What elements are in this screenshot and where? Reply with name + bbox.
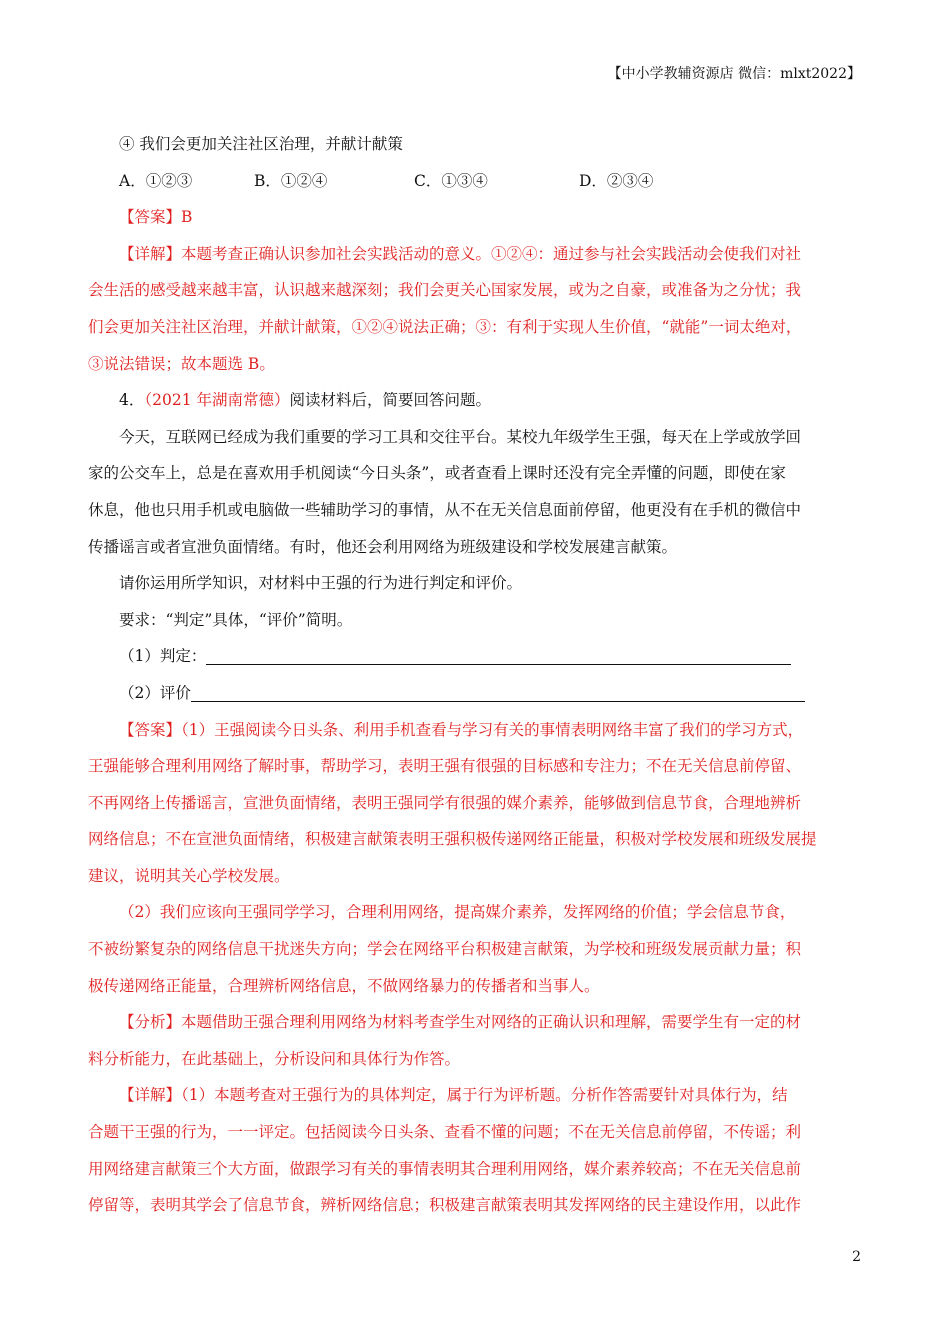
q3-answer [88, 199, 863, 236]
q3-detail-line: ③说法错误；故本题选 B。 [88, 354, 275, 373]
q4-material-line: 家的公交车上，总是在喜欢用手机阅读“今日头条”，或者查看上课时还没有完全弄懂的问题，即使在家 [88, 464, 786, 483]
q4-answer-line: 极传递网络正能量，合理辨析网络信息，不做网络暴力的传播者和当事人。 [88, 976, 600, 995]
q3-options [88, 163, 863, 200]
q4-answer-line: 王强能够合理利用网络了解时事，帮助学习，表明王强有很强的目标感和专注力；不在无关信息前停留、 [88, 757, 802, 776]
q4-detail-line: 用网络建言献策三个大方面，做跟学习有关的事情表明其合理利用网络，媒介素养较高；不在无关信息前 [88, 1159, 802, 1178]
q4-detail-line: 【详解】（1）本题考查对王强行为的具体判定，属于行为评析题。分析作答需要针对具体行为，结 [119, 1086, 788, 1105]
page-number: 2 [852, 1249, 861, 1265]
page-header: 【中小学教辅资源店 微信：mlxt2022】 [607, 66, 861, 82]
q4-detail-line: 合题干王强的行为，一一评定。包括阅读今日头条、查看不懂的问题；不在无关信息前停留，不传谣；利 [88, 1123, 802, 1142]
q4-material-line: 今天，互联网已经成为我们重要的学习工具和交往平台。某校九年级学生王强，每天在上学或放学回 [119, 427, 802, 446]
q4-answer-line: 网络信息；不在宣泄负面情绪，积极建言献策表明王强积极传递网络正能量，积极对学校发展和班级发展提 [88, 830, 817, 849]
option-c: C．①③④ [414, 171, 488, 190]
q4-answer-line: 不被纷繁复杂的网络信息干扰迷失方向；学会在网络平台积极建言献策，为学校和班级发展贡献力量；积 [88, 940, 802, 959]
q3-detail-line: 【详解】本题考查正确认识参加社会实践活动的意义。①②④：通过参与社会实践活动会使我们对社 [119, 244, 802, 263]
answer-value: B [181, 208, 193, 227]
q4-heading [88, 382, 863, 419]
q4-blank2 [88, 675, 863, 712]
option-d: D．②③④ [579, 171, 654, 190]
option-b: B．①②④ [254, 171, 328, 190]
q3-detail-line: 会生活的感受越来越丰富，认识越来越深刻；我们会更关心国家发展，或为之自豪，或准备为之分忧；我 [88, 281, 802, 300]
q4-analysis-line: 【分析】本题借助王强合理利用网络为材料考查学生对网络的正确认识和理解，需要学生有一定的材 [119, 1013, 802, 1032]
q4-answer-line: 【答案】（1）王强阅读今日头条、利用手机查看与学习有关的事情表明网络丰富了我们的学习方式， [119, 720, 804, 739]
q4-number: 4． [119, 391, 145, 410]
blank1-label: （1）判定： [119, 647, 207, 666]
option-a: A．①②③ [119, 171, 193, 190]
q4-answer-line: （2）我们应该向王强同学学习，合理利用网络，提高媒介素养，发挥网络的价值；学会信息节食， [119, 903, 796, 922]
q4-blank1 [88, 638, 863, 675]
blank2-line [191, 679, 805, 702]
blank2-label: （2）评价 [119, 683, 191, 702]
q4-requirement: 要求：“判定”具体，“评价”简明。 [119, 610, 353, 629]
q4-answer-line: 不再网络上传播谣言，宣泄负面情绪，表明王强同学有很强的媒介素养，能够做到信息节食，合理地辨析 [88, 793, 802, 812]
q4-material-line: 休息，他也只用手机或电脑做一些辅助学习的事情，从不在无关信息面前停留，他更没有在手机的微信中 [88, 500, 802, 519]
q3-option-item4: ④ 我们会更加关注社区治理，并献计献策 [119, 135, 403, 153]
q4-material-line: 传播谣言或者宣泄负面情绪。有时，他还会利用网络为班级建设和学校发展建言献策。 [88, 537, 678, 556]
q4-analysis-line: 料分析能力，在此基础上，分析设问和具体行为作答。 [88, 1049, 461, 1068]
q4-source: （2021 年湖南常德） [144, 391, 290, 410]
q3-detail-line: 们会更加关注社区治理，并献计献策，①②④说法正确；③：有利于实现人生价值，“就能”一词太绝对， [88, 317, 802, 336]
answer-tag: 【答案】 [119, 208, 182, 227]
blank1-line [206, 642, 791, 665]
q4-task: 请你运用所学知识，对材料中王强的行为进行判定和评价。 [119, 574, 523, 593]
page-content [88, 126, 863, 1224]
q4-detail-line: 停留等，表明其学会了信息节食，辨析网络信息；积极建言献策表明其发挥网络的民主建设作用，以此作 [88, 1196, 802, 1215]
q4-prompt: 阅读材料后，简要回答问题。 [289, 391, 492, 410]
q4-answer-line: 建议，说明其关心学校发展。 [88, 866, 290, 885]
